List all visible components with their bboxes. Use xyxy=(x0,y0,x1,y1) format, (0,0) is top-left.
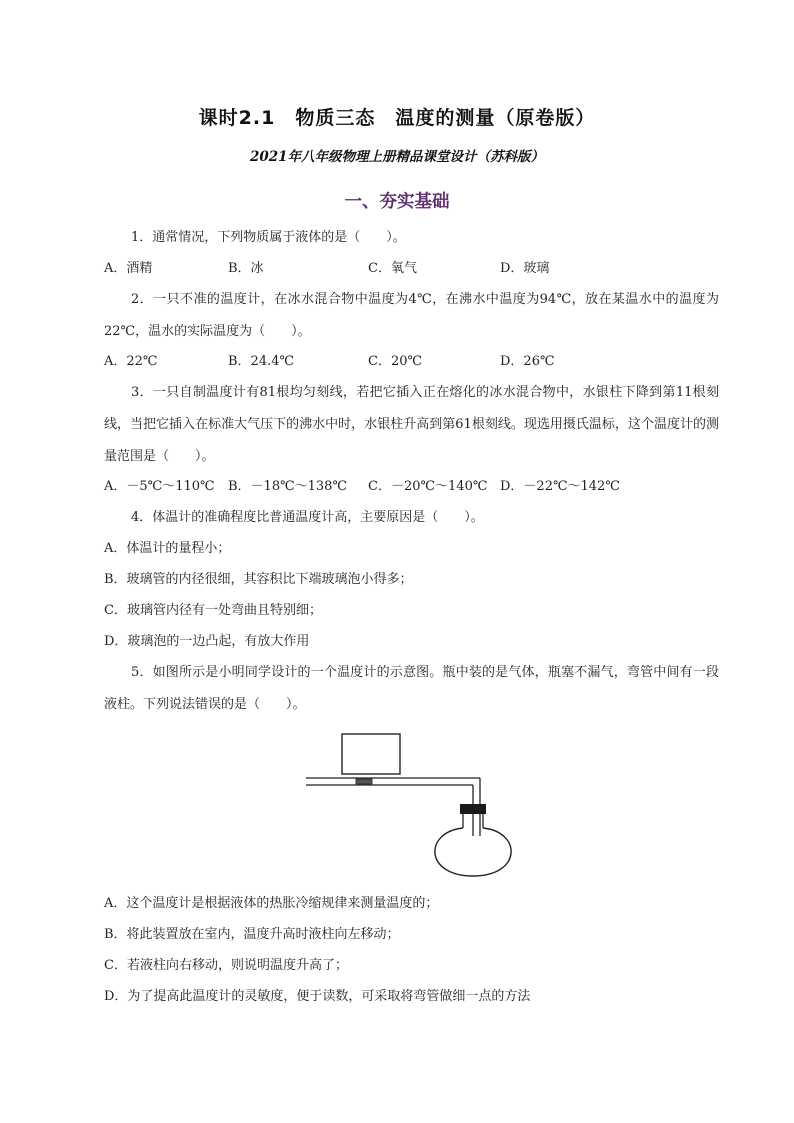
question-3-option-c: C．－20℃～140℃ xyxy=(368,479,488,494)
question-1-option-d: D．玻璃 xyxy=(500,261,550,276)
question-3-stem: 3．一只自制温度计有81根均匀刻线，若把它插入正在熔化的冰水混合物中，水银柱下降到第11根刻线，当把它插入在标准大气压下的沸水中时，水银柱升高到第61根刻线。现选用摄氏温标，这个温度计的测量范围是（ ）。 xyxy=(104,385,719,464)
document-title: 课时2.1 物质三态 温度的测量（原卷版） xyxy=(198,107,596,129)
question-3-option-a: A．－5℃～110℃ xyxy=(104,479,215,494)
question-3-option-b: B．－18℃～138℃ xyxy=(228,479,347,494)
liquid-column xyxy=(356,779,372,784)
question-2-option-a: A．22℃ xyxy=(104,354,158,369)
question-4-option-a: A．体温计的量程小； xyxy=(104,541,231,556)
question-2-stem: 2．一只不准的温度计，在冰水混合物中温度为4℃，在沸水中温度为94℃，放在某温水中的温度为22℃，温水的实际温度为（ ）。 xyxy=(104,292,719,339)
question-3-options xyxy=(104,471,719,503)
question-1-option-b: B．冰 xyxy=(228,261,264,276)
section-heading: 一、夯实基础 xyxy=(344,192,450,212)
question-2-option-c: C．20℃ xyxy=(368,354,423,369)
question-5-option-c: C．若液柱向右移动，则说明温度升高了； xyxy=(104,958,348,973)
question-4-option-d: D．玻璃泡的一边凸起，有放大作用 xyxy=(104,634,310,649)
question-5-option-b: B．将此装置放在室内，温度升高时液柱向左移动； xyxy=(104,927,400,942)
question-1-stem: 1．通常情况，下列物质属于液体的是（ ）。 xyxy=(131,230,406,245)
question-1-option-c: C．氧气 xyxy=(368,261,417,276)
thermometer-diagram xyxy=(306,730,520,878)
question-3-option-d: D．－22℃～142℃ xyxy=(500,479,620,494)
question-2-options xyxy=(104,346,719,378)
document-subtitle: 2021年八年级物理上册精品课堂设计（苏科版） xyxy=(249,149,545,165)
question-2-option-b: B．24.4℃ xyxy=(228,354,295,369)
question-4-stem: 4．体温计的准确程度比普通温度计高，主要原因是（ ）。 xyxy=(131,510,484,525)
question-5-option-d: D．为了提高此温度计的灵敏度，便于读数，可采取将弯管做细一点的方法 xyxy=(104,989,531,1004)
question-4-option-b: B．玻璃管的内径很细，其容积比下端玻璃泡小得多； xyxy=(104,572,413,587)
bottle-stopper xyxy=(460,804,486,814)
question-2-option-d: D．26℃ xyxy=(500,354,555,369)
question-5-option-a: A．这个温度计是根据液体的热胀冷缩规律来测量温度的； xyxy=(104,896,439,911)
question-1-option-a: A．酒精 xyxy=(104,261,153,276)
question-1-options xyxy=(104,253,719,285)
question-5-stem: 5．如图所示是小明同学设计的一个温度计的示意图。瓶中装的是气体，瓶塞不漏气，弯管中间有一段液柱。下列说法错误的是（ ）。 xyxy=(104,665,719,712)
question-4-option-c: C．玻璃管内径有一处弯曲且特别细； xyxy=(104,603,322,618)
